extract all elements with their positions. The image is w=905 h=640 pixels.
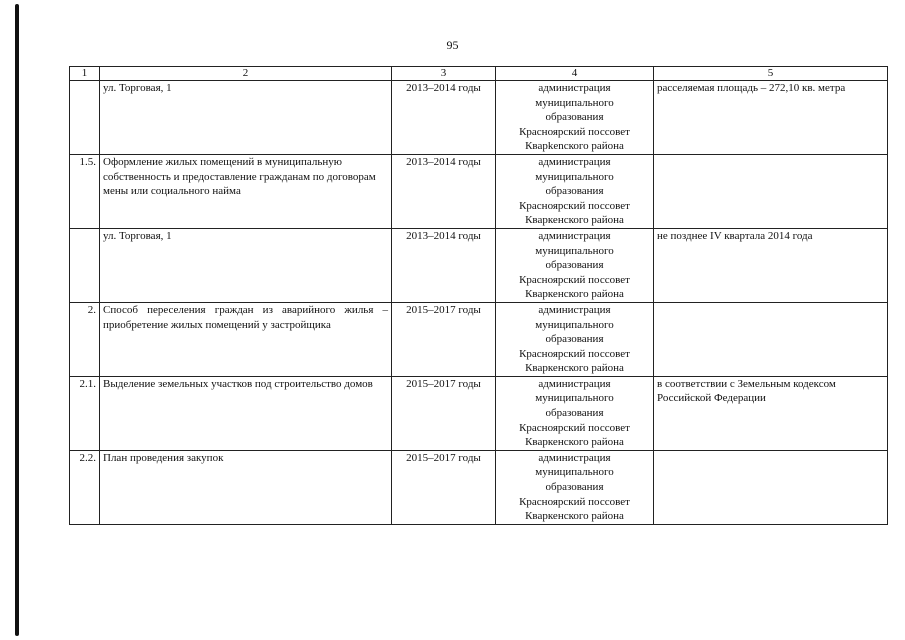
- responsible-line: Кваркенского района: [525, 288, 624, 301]
- table-header-row: [70, 67, 888, 81]
- responsible-line: образования: [545, 481, 604, 494]
- responsible-line: муниципального: [535, 392, 614, 405]
- row-note: не позднее IV квартала 2014 года: [654, 228, 888, 302]
- responsible-line: муниципального: [535, 318, 614, 331]
- responsible-line: Красноярский поссовет: [519, 125, 630, 138]
- responsible-line: муниципального: [535, 244, 614, 257]
- table-row: [70, 302, 888, 376]
- responsible-line: Красноярский поссовет: [519, 421, 630, 434]
- responsible-line: администрация: [538, 451, 611, 464]
- row-responsible: [496, 376, 654, 450]
- responsible-line: Кваркенского района: [525, 436, 624, 449]
- row-period: 2015–2017 годы: [392, 450, 496, 524]
- table-row: [70, 154, 888, 228]
- row-number: 2.1.: [70, 376, 100, 450]
- row-responsible: [496, 228, 654, 302]
- responsible-line: Красноярский поссовет: [519, 495, 630, 508]
- responsible-line: Красноярский поссовет: [519, 347, 630, 360]
- responsible-line: образования: [545, 333, 604, 346]
- responsible-line: образования: [545, 111, 604, 124]
- table-row: [70, 450, 888, 524]
- responsible-line: Красноярский поссовет: [519, 273, 630, 286]
- row-number: [70, 81, 100, 155]
- responsible-line: Кваркенского района: [525, 510, 624, 523]
- binding-edge-line: [15, 4, 19, 636]
- responsible-line: Красноярский поссовет: [519, 199, 630, 212]
- responsible-line: образования: [545, 407, 604, 420]
- responsible-line: Кварkenского района: [525, 140, 624, 153]
- row-period: 2015–2017 годы: [392, 376, 496, 450]
- table-row: [70, 376, 888, 450]
- table-row: [70, 81, 888, 155]
- responsible-line: администрация: [538, 377, 611, 390]
- responsible-line: администрация: [538, 303, 611, 316]
- program-table: [69, 66, 888, 525]
- row-number: [70, 228, 100, 302]
- row-note: [654, 302, 888, 376]
- responsible-line: Кваркенского района: [525, 214, 624, 227]
- row-responsible: [496, 302, 654, 376]
- row-item: ул. Торговая, 1: [100, 228, 392, 302]
- row-item: Оформление жилых помещений в муниципальную собственность и предоставление гражданам по договорам мены или социального найма: [100, 154, 392, 228]
- row-item: Выделение земельных участков под строительство домов: [100, 376, 392, 450]
- row-period: 2015–2017 годы: [392, 302, 496, 376]
- header-col-5: 5: [654, 67, 888, 81]
- row-note: [654, 154, 888, 228]
- header-col-1: 1: [70, 67, 100, 81]
- row-note: расселяемая площадь – 272,10 кв. метра: [654, 81, 888, 155]
- header-col-4: 4: [496, 67, 654, 81]
- table-row: [70, 228, 888, 302]
- responsible-line: муниципального: [535, 170, 614, 183]
- row-number: 2.: [70, 302, 100, 376]
- row-number: 1.5.: [70, 154, 100, 228]
- header-col-3: 3: [392, 67, 496, 81]
- responsible-line: администрация: [538, 82, 611, 94]
- responsible-line: Кваркенского района: [525, 362, 624, 375]
- row-period: 2013–2014 годы: [392, 228, 496, 302]
- row-item: Способ переселения граждан из аварийного жилья – приобретение жилых помещений у застройщика: [100, 302, 392, 376]
- page-number: 95: [446, 38, 459, 52]
- row-note: в соответствии с Земельным кодексом Российской Федерации: [654, 376, 888, 450]
- row-responsible: [496, 450, 654, 524]
- row-item: ул. Торговая, 1: [100, 81, 392, 155]
- row-number: 2.2.: [70, 450, 100, 524]
- responsible-line: образования: [545, 185, 604, 198]
- responsible-line: муниципального: [535, 466, 614, 479]
- row-responsible: [496, 81, 654, 155]
- responsible-line: муниципального: [535, 96, 614, 109]
- responsible-line: образования: [545, 259, 604, 272]
- row-responsible: [496, 154, 654, 228]
- responsible-line: администрация: [538, 229, 611, 242]
- row-note: [654, 450, 888, 524]
- header-col-2: 2: [100, 67, 392, 81]
- row-period: 2013–2014 годы: [392, 81, 496, 155]
- row-period: 2013–2014 годы: [392, 154, 496, 228]
- row-item: План проведения закупок: [100, 450, 392, 524]
- responsible-line: администрация: [538, 155, 611, 168]
